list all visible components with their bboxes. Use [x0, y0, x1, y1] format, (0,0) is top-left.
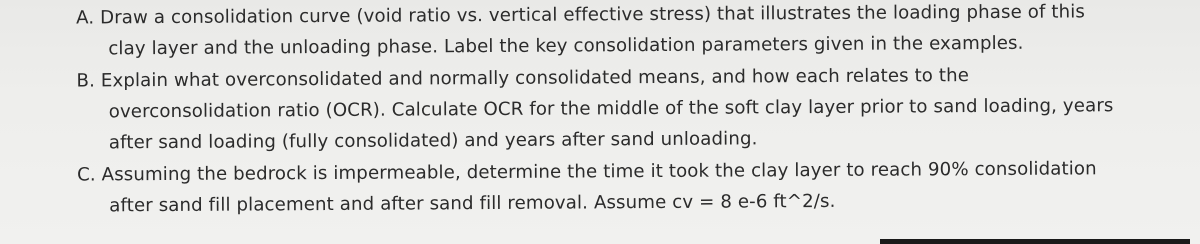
question-a-line-1: A. Draw a consolidation curve (void ratio vs. vertical effective stress) that illustrates the loading phase of this — [76, 1, 1086, 29]
question-c-line-2: after sand fill placement and after sand fill removal. Assume cv = 8 e-6 ft^2/s. — [109, 190, 836, 217]
question-c — [77, 153, 1097, 221]
question-b-line-3: after sand loading (fully consolidated) and years after sand unloading. — [108, 128, 758, 154]
question-c-line-1: C. Assuming the bedrock is impermeable, determine the time it took the clay layer to reach 90% consolidation — [77, 158, 1097, 186]
question-b-line-2: overconsolidation ratio (OCR). Calculate OCR for the middle of the soft clay layer prior to sand loading, years — [108, 95, 1114, 123]
question-b — [76, 59, 1113, 158]
bottom-edge-divider — [880, 239, 1190, 244]
question-b-line-1: B. Explain what overconsolidated and normally consolidated means, and how each relates to the — [76, 65, 970, 92]
question-a — [76, 0, 1085, 65]
question-a-line-2: clay layer and the unloading phase. Label the key consolidation parameters given in the examples. — [108, 32, 1024, 60]
